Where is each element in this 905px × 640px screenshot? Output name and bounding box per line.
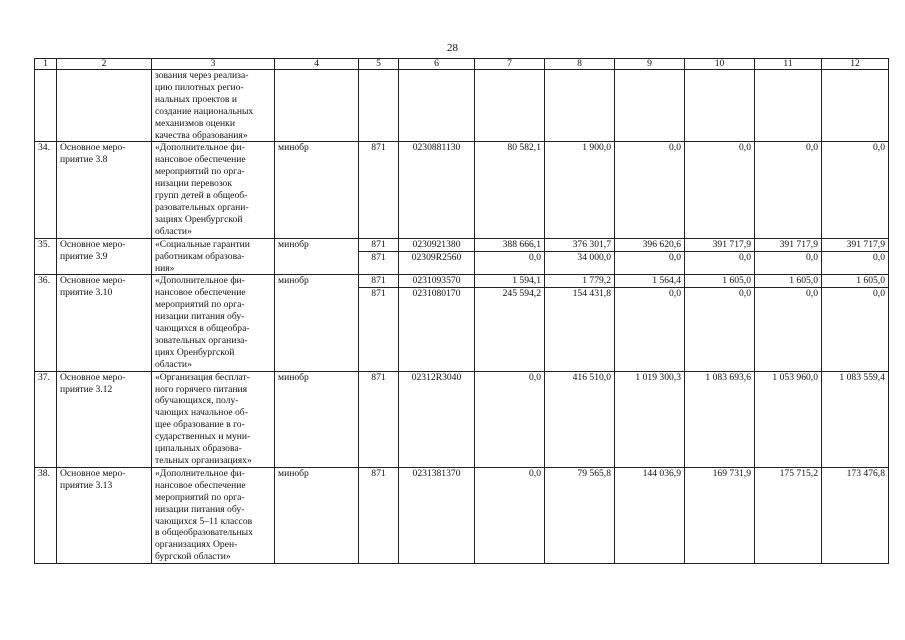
value-2019: 245 594,2 — [475, 287, 544, 300]
value-2022: 0,0 — [685, 251, 754, 264]
measure-name — [57, 467, 152, 563]
text-line: приятие 3.13 — [60, 479, 113, 491]
text-line: Основное меро- — [60, 142, 126, 154]
measure-name — [57, 275, 152, 371]
row-number: 38. — [35, 467, 57, 563]
value-2019-cell — [475, 142, 545, 238]
measure-description — [152, 238, 275, 275]
value-2024-cell — [822, 371, 889, 467]
header-cell: 6 — [399, 59, 475, 70]
text-line: нансовое обеспечение — [155, 287, 246, 299]
text-line: ного горячего питания — [155, 383, 248, 395]
value-2021: 396 620,6 — [642, 238, 681, 250]
value-2021: 0,0 — [615, 251, 684, 264]
value-2020-cell — [545, 238, 615, 275]
text-line: сударственных и муни- — [155, 431, 251, 443]
continuation-description — [152, 70, 275, 142]
value-2019-cell — [475, 467, 545, 563]
text-line: нансовое обеспечение — [155, 154, 246, 166]
text-line: зовательных организа- — [155, 334, 248, 346]
text-line: «Дополнительное фи- — [155, 467, 245, 479]
header-cell: 11 — [755, 59, 822, 70]
kbk-code: 0231080170 — [399, 287, 474, 300]
value-2023-cell — [755, 142, 822, 238]
text-line: ния» — [155, 262, 175, 274]
executor: минобр — [275, 371, 359, 467]
value-2023-cell — [755, 238, 822, 275]
measure-name — [57, 238, 152, 275]
header-cell: 5 — [359, 59, 399, 70]
row-number: 37. — [35, 371, 57, 467]
value-2024-cell — [822, 467, 889, 563]
kbk-code: 0231093570 — [412, 275, 461, 287]
grbs-code-cell — [359, 142, 399, 238]
text-line: Основное меро- — [60, 467, 126, 479]
value-2021-cell — [615, 275, 685, 371]
text-line: приятие 3.12 — [60, 383, 113, 395]
text-line: Основное меро- — [60, 275, 126, 287]
table-row — [35, 275, 889, 371]
text-line: тельных организациях» — [155, 455, 252, 466]
kbk-code: 0230881130 — [412, 142, 461, 154]
value-2023: 1 053 960,0 — [772, 371, 818, 383]
text-line: циях Оренбургской — [155, 346, 235, 358]
value-2020-cell — [545, 275, 615, 371]
text-line: низации перевозок — [155, 178, 233, 190]
value-2020: 1 779,2 — [582, 275, 611, 287]
kbk-code-cell — [399, 371, 475, 467]
value-2024: 0,0 — [822, 251, 888, 264]
text-line: в общеобразовательных — [155, 527, 253, 539]
grbs-code-cell — [359, 467, 399, 563]
text-line: области» — [155, 225, 192, 237]
measure-description — [152, 371, 275, 467]
value-2020-cell — [545, 467, 615, 563]
continuation-row — [35, 70, 889, 142]
value-2021: 1 564,4 — [652, 275, 681, 287]
measure-name — [57, 371, 152, 467]
grbs-code: 871 — [371, 238, 386, 250]
kbk-code-cell — [399, 238, 475, 275]
header-cell: 8 — [545, 59, 615, 70]
value-2022: 1 083 693,6 — [705, 371, 751, 383]
value-2023-cell — [755, 275, 822, 371]
header-cell: 4 — [275, 59, 359, 70]
table-row — [35, 371, 889, 467]
text-line: цию пилотных регио- — [155, 81, 244, 93]
executor: минобр — [275, 467, 359, 563]
header-cell: 1 — [35, 59, 57, 70]
value-2020-cell — [545, 142, 615, 238]
text-line: разовательных органи- — [155, 201, 249, 213]
value-2022: 391 717,9 — [712, 238, 751, 250]
value-2019-cell — [475, 275, 545, 371]
value-2021-cell — [615, 142, 685, 238]
kbk-code-cell — [399, 275, 475, 371]
value-2023: 0,0 — [806, 142, 818, 154]
grbs-code: 871 — [359, 251, 398, 264]
text-line: приятие 3.10 — [60, 287, 113, 299]
value-2019: 0,0 — [529, 371, 541, 383]
value-2022: 0,0 — [739, 142, 751, 154]
header-cell: 9 — [615, 59, 685, 70]
value-2020: 79 565,8 — [577, 467, 611, 479]
value-2020: 1 900,0 — [582, 142, 611, 154]
header-cell: 3 — [152, 59, 275, 70]
text-line: механизмов оценки — [155, 117, 235, 129]
text-line: мероприятий по орга- — [155, 299, 245, 311]
text-line: «Дополнительное фи- — [155, 142, 245, 154]
text-line: чающихся в общеобра- — [155, 323, 250, 335]
value-2019: 1 594,1 — [512, 275, 541, 287]
value-2021-cell — [615, 371, 685, 467]
executor: минобр — [275, 238, 359, 275]
grbs-code: 871 — [371, 142, 386, 154]
value-2019: 0,0 — [529, 467, 541, 479]
kbk-code: 0231381370 — [412, 467, 461, 479]
value-2021: 144 036,9 — [642, 467, 681, 479]
value-2022: 1 605,0 — [722, 275, 751, 287]
value-2023: 391 717,9 — [779, 238, 818, 250]
table-row — [35, 238, 889, 275]
text-line: чающих начальное об- — [155, 407, 248, 419]
header-cell: 12 — [822, 59, 889, 70]
header-row — [35, 59, 889, 70]
text-line: низации питания обу- — [155, 503, 245, 515]
value-2021-cell — [615, 467, 685, 563]
value-2022-cell — [685, 371, 755, 467]
text-line: групп детей в общеоб- — [155, 190, 248, 202]
text-line: приятие 3.9 — [60, 250, 108, 262]
text-line: «Социальные гарантии — [155, 238, 250, 250]
value-2019: 80 582,1 — [507, 142, 541, 154]
table-row — [35, 142, 889, 238]
grbs-code-cell — [359, 371, 399, 467]
header-cell: 10 — [685, 59, 755, 70]
measure-description — [152, 275, 275, 371]
text-line: качества образования» — [155, 129, 248, 141]
value-2024-cell — [822, 142, 889, 238]
grbs-code: 871 — [371, 467, 386, 479]
grbs-code-cell — [359, 238, 399, 275]
value-2024-cell — [822, 238, 889, 275]
kbk-code-cell — [399, 142, 475, 238]
value-2022-cell — [685, 238, 755, 275]
measure-name — [57, 142, 152, 238]
text-line: области» — [155, 358, 192, 370]
header-cell: 2 — [57, 59, 152, 70]
value-2019: 388 666,1 — [502, 238, 541, 250]
page-number: 28 — [447, 42, 458, 54]
kbk-code: 0230921380 — [412, 238, 461, 250]
value-2024: 1 083 559,4 — [839, 371, 885, 383]
grbs-code: 871 — [371, 275, 386, 287]
value-2023: 175 715,2 — [779, 467, 818, 479]
value-2022-cell — [685, 275, 755, 371]
value-2019: 0,0 — [475, 251, 544, 264]
value-2020: 376 301,7 — [572, 238, 611, 250]
kbk-code: 02312R3040 — [411, 371, 462, 383]
value-2021-cell — [615, 238, 685, 275]
row-number: 35. — [35, 238, 57, 275]
value-2024: 0,0 — [822, 287, 888, 300]
value-2022: 169 731,9 — [712, 467, 751, 479]
value-2020: 154 431,8 — [545, 287, 614, 300]
row-number: 36. — [35, 275, 57, 371]
value-2023-cell — [755, 467, 822, 563]
value-2024: 1 605,0 — [856, 275, 885, 287]
grbs-code: 871 — [359, 287, 398, 300]
text-line: бургской области» — [155, 551, 231, 563]
text-line: работникам образова- — [155, 250, 245, 262]
text-line: чающихся 5–11 классов — [155, 515, 253, 527]
value-2020: 416 510,0 — [572, 371, 611, 383]
measure-description — [152, 142, 275, 238]
grbs-code-cell — [359, 275, 399, 371]
text-line: мероприятий по орга- — [155, 491, 245, 503]
value-2020-cell — [545, 371, 615, 467]
grbs-code: 871 — [371, 371, 386, 383]
text-line: «Организация бесплат- — [155, 371, 250, 383]
value-2019-cell — [475, 371, 545, 467]
text-line: Основное меро- — [60, 238, 126, 250]
value-2022-cell — [685, 467, 755, 563]
budget-table — [34, 58, 889, 564]
text-line: зациях Оренбургской — [155, 213, 243, 225]
kbk-code-cell — [399, 467, 475, 563]
value-2022-cell — [685, 142, 755, 238]
value-2024: 391 717,9 — [846, 238, 885, 250]
text-line: низации питания обу- — [155, 311, 245, 323]
value-2024-cell — [822, 275, 889, 371]
value-2023-cell — [755, 371, 822, 467]
value-2021: 0,0 — [669, 142, 681, 154]
row-number: 34. — [35, 142, 57, 238]
value-2023: 0,0 — [755, 251, 821, 264]
table-row — [35, 467, 889, 563]
text-line: создание национальных — [155, 105, 254, 117]
value-2019-cell — [475, 238, 545, 275]
measure-description — [152, 467, 275, 563]
text-line: ципальных образова- — [155, 443, 242, 455]
text-line: зования через реализа- — [155, 70, 249, 81]
text-line: нансовое обеспечение — [155, 479, 246, 491]
value-2021: 1 019 300,3 — [635, 371, 681, 383]
header-cell: 7 — [475, 59, 545, 70]
executor: минобр — [275, 275, 359, 371]
value-2021: 0,0 — [615, 287, 684, 300]
text-line: щее образование в го- — [155, 419, 245, 431]
text-line: мероприятий по орга- — [155, 166, 245, 178]
value-2020: 34 000,0 — [545, 251, 614, 264]
value-2023: 1 605,0 — [789, 275, 818, 287]
text-line: Основное меро- — [60, 371, 126, 383]
value-2022: 0,0 — [685, 287, 754, 300]
value-2024: 173 476,8 — [846, 467, 885, 479]
text-line: организациях Орен- — [155, 539, 238, 551]
text-line: обучающихся, полу- — [155, 395, 239, 407]
executor: минобр — [275, 142, 359, 238]
value-2023: 0,0 — [755, 287, 821, 300]
text-line: нальных проектов и — [155, 93, 237, 105]
text-line: приятие 3.8 — [60, 154, 108, 166]
kbk-code: 02309R2560 — [399, 251, 474, 264]
text-line: «Дополнительное фи- — [155, 275, 245, 287]
value-2024: 0,0 — [873, 142, 885, 154]
